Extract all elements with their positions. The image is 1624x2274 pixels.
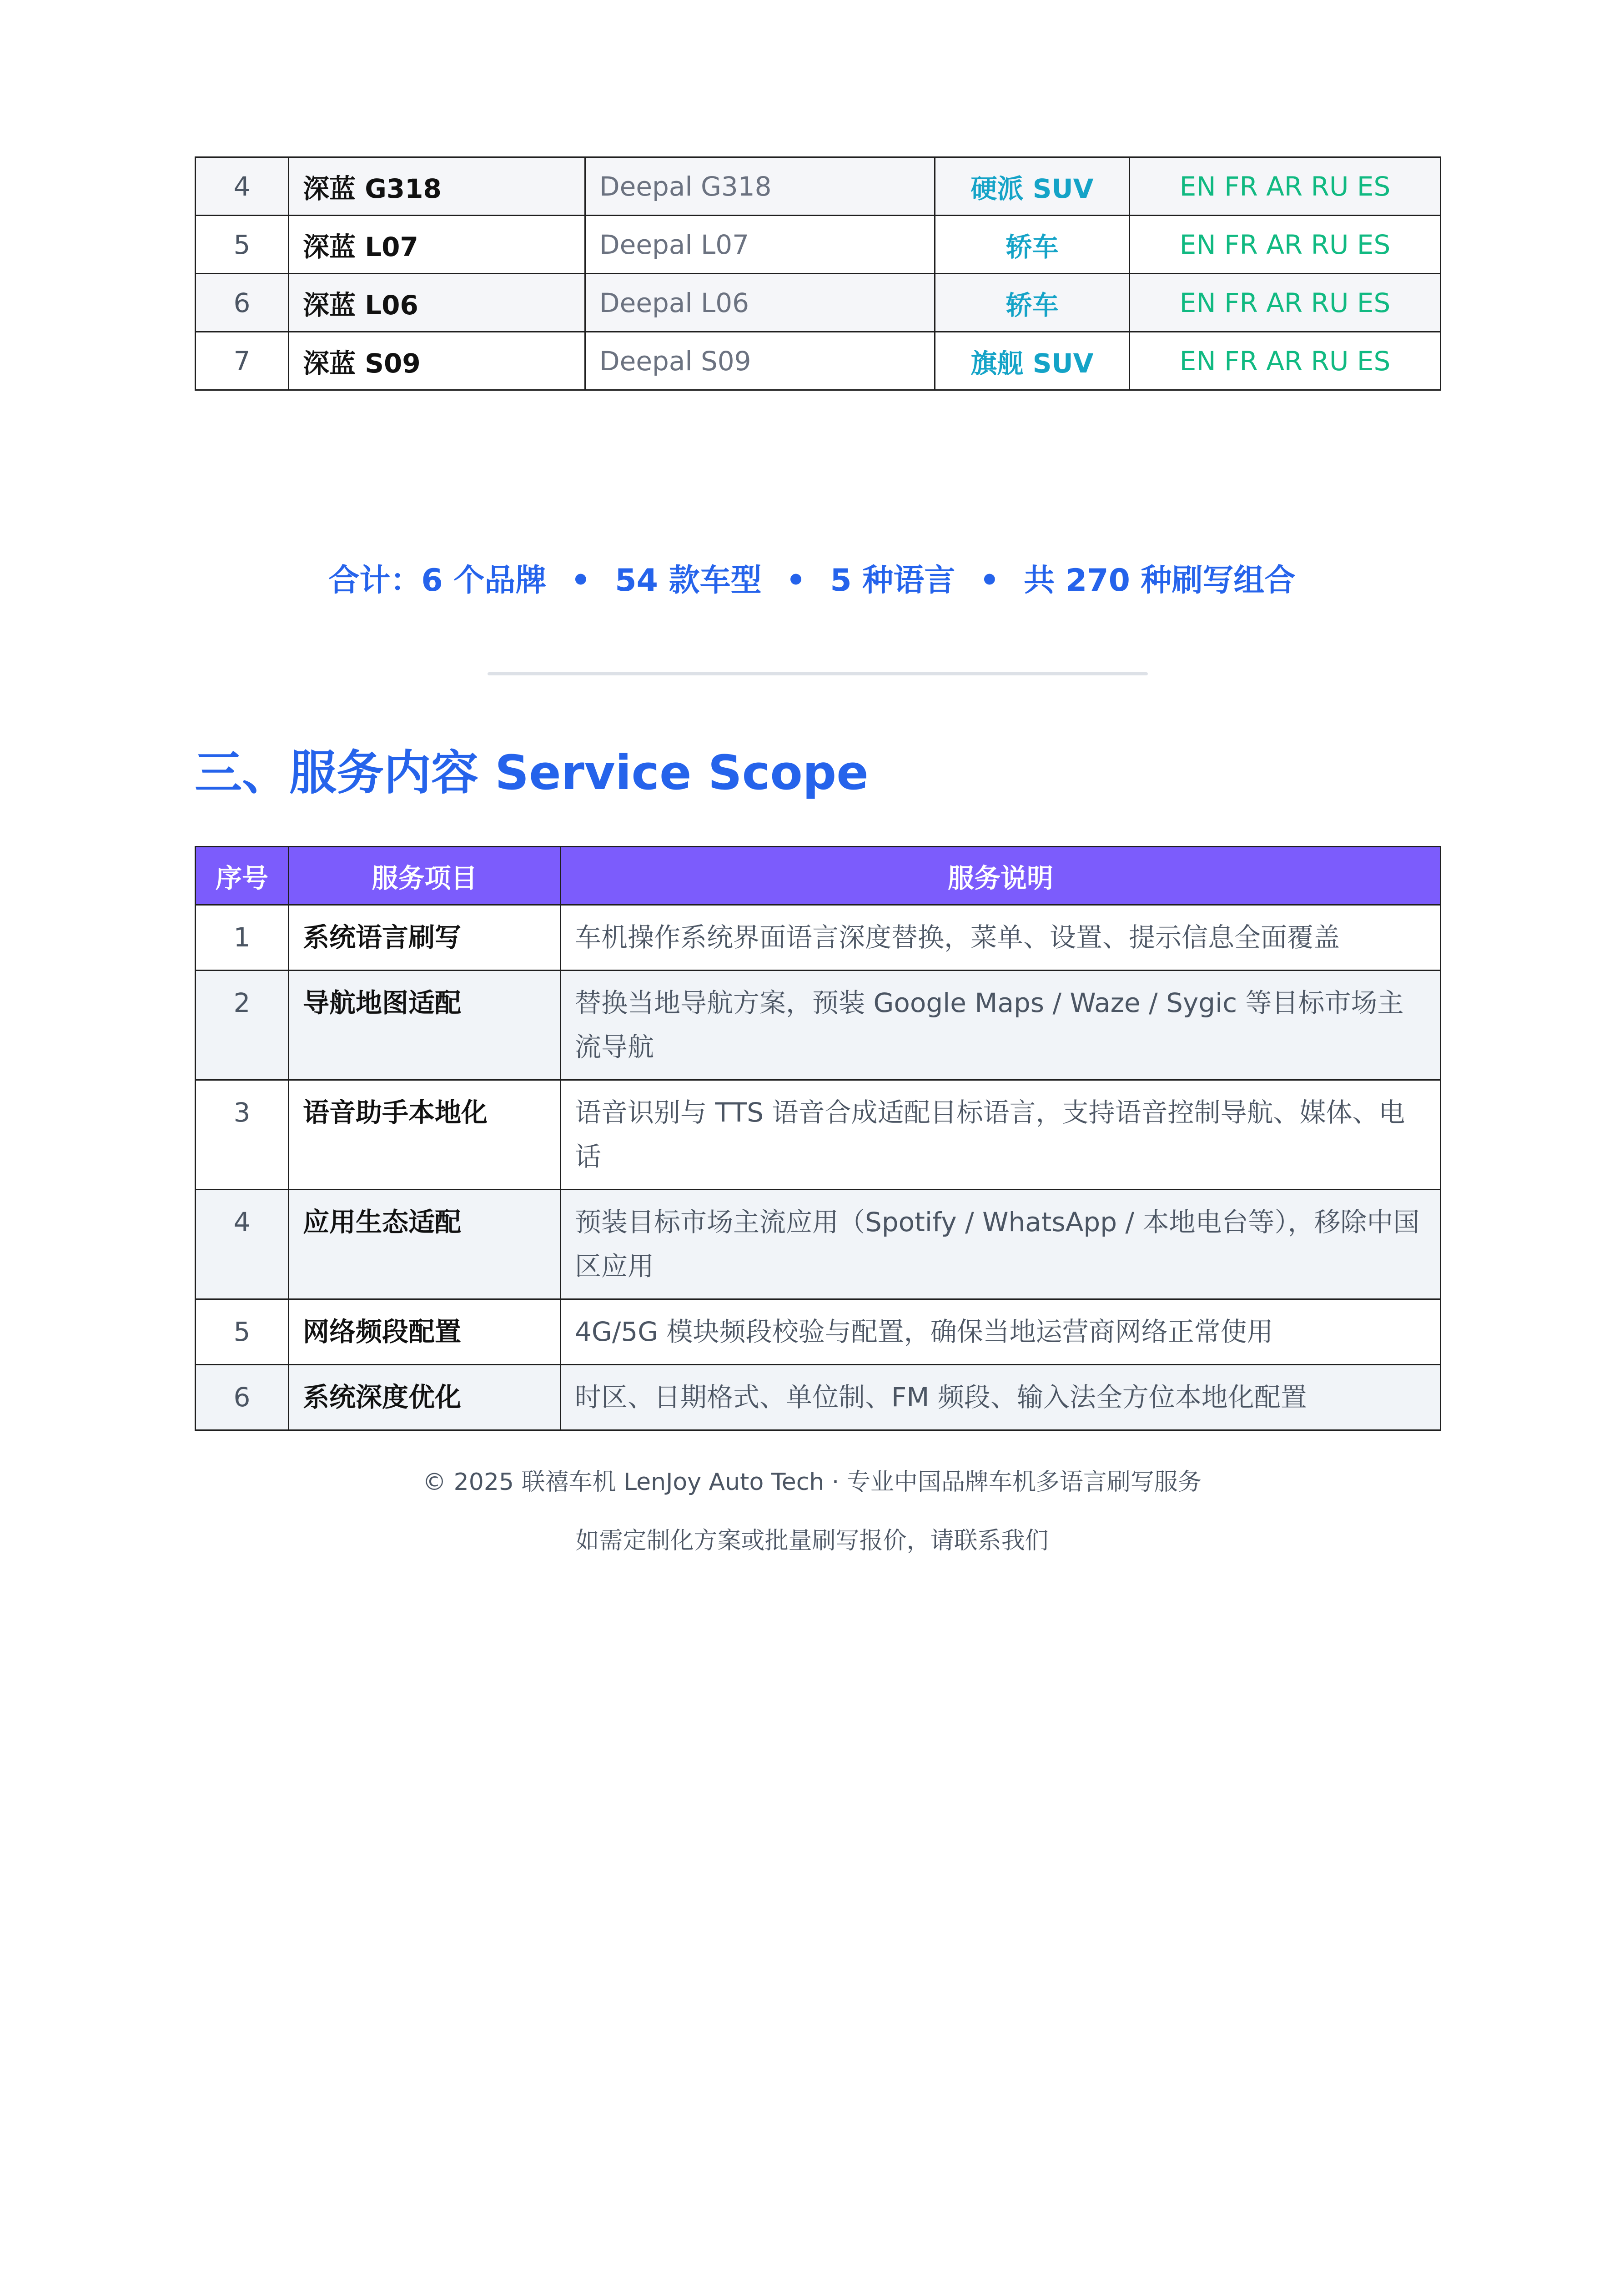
summary-brands: 合计：6 个品牌 <box>328 563 547 599</box>
supported-languages: EN FR AR RU ES <box>1130 274 1441 332</box>
section-title: 三、服务内容 Service Scope <box>195 745 869 800</box>
model-name: 深蓝 L07 <box>289 216 585 274</box>
row-number: 6 <box>196 1365 289 1430</box>
footer-contact-note: 如需定制化方案或批量刷写报价，请联系我们 <box>575 1527 1049 1555</box>
row-number: 1 <box>196 905 289 971</box>
service-description: 车机操作系统界面语言深度替换，菜单、设置、提示信息全面覆盖 <box>561 905 1441 971</box>
row-number: 7 <box>196 332 289 390</box>
table-row <box>196 905 1441 971</box>
summary-separator: • <box>786 563 806 599</box>
summary-combinations: 共 270 种刷写组合 <box>1024 563 1296 599</box>
table-row <box>196 1299 1441 1365</box>
table-row <box>196 1080 1441 1190</box>
model-name: 深蓝 S09 <box>289 332 585 390</box>
model-type: 旗舰 SUV <box>935 332 1130 390</box>
service-description: 替换当地导航方案，预装 Google Maps / Waze / Sygic 等目标市场主流导航 <box>561 971 1441 1080</box>
summary-separator: • <box>980 563 1000 599</box>
services-table <box>195 846 1441 1431</box>
table-row <box>196 216 1441 274</box>
table-row <box>196 1365 1441 1430</box>
service-item: 系统深度优化 <box>289 1365 561 1430</box>
model-english-name: Deepal L06 <box>585 274 935 332</box>
summary-languages: 5 种语言 <box>830 563 955 599</box>
service-description: 语音识别与 TTS 语音合成适配目标语言，支持语音控制导航、媒体、电话 <box>561 1080 1441 1190</box>
service-item: 语音助手本地化 <box>289 1080 561 1190</box>
row-number: 6 <box>196 274 289 332</box>
service-item: 系统语言刷写 <box>289 905 561 971</box>
table-header-row <box>196 847 1441 905</box>
model-type: 轿车 <box>935 216 1130 274</box>
table-row <box>196 157 1441 216</box>
table-row <box>196 1190 1441 1299</box>
service-description: 预装目标市场主流应用（Spotify / WhatsApp / 本地电台等），移除中国区应用 <box>561 1190 1441 1299</box>
model-type: 硬派 SUV <box>935 157 1130 216</box>
row-number: 2 <box>196 971 289 1080</box>
summary-separator: • <box>571 563 591 599</box>
summary-line <box>0 556 1624 600</box>
row-number: 5 <box>196 216 289 274</box>
supported-languages: EN FR AR RU ES <box>1130 332 1441 390</box>
column-header-description: 服务说明 <box>561 847 1441 905</box>
supported-languages: EN FR AR RU ES <box>1130 216 1441 274</box>
row-number: 4 <box>196 1190 289 1299</box>
row-number: 4 <box>196 157 289 216</box>
service-item: 导航地图适配 <box>289 971 561 1080</box>
row-number: 5 <box>196 1299 289 1365</box>
models-table <box>195 156 1441 391</box>
table-row <box>196 971 1441 1080</box>
row-number: 3 <box>196 1080 289 1190</box>
model-name: 深蓝 L06 <box>289 274 585 332</box>
model-name: 深蓝 G318 <box>289 157 585 216</box>
service-item: 网络频段配置 <box>289 1299 561 1365</box>
table-row <box>196 274 1441 332</box>
service-description: 时区、日期格式、单位制、FM 频段、输入法全方位本地化配置 <box>561 1365 1441 1430</box>
model-type: 轿车 <box>935 274 1130 332</box>
footer-copyright: © 2025 联禧车机 LenJoy Auto Tech · 专业中国品牌车机多语言刷写服务 <box>422 1469 1202 1496</box>
model-english-name: Deepal L07 <box>585 216 935 274</box>
table-row <box>196 332 1441 390</box>
supported-languages: EN FR AR RU ES <box>1130 157 1441 216</box>
divider <box>488 672 1148 675</box>
service-description: 4G/5G 模块频段校验与配置，确保当地运营商网络正常使用 <box>561 1299 1441 1365</box>
summary-models: 54 款车型 <box>615 563 762 599</box>
model-english-name: Deepal G318 <box>585 157 935 216</box>
column-header-item: 服务项目 <box>289 847 561 905</box>
column-header-number: 序号 <box>196 847 289 905</box>
service-item: 应用生态适配 <box>289 1190 561 1299</box>
model-english-name: Deepal S09 <box>585 332 935 390</box>
